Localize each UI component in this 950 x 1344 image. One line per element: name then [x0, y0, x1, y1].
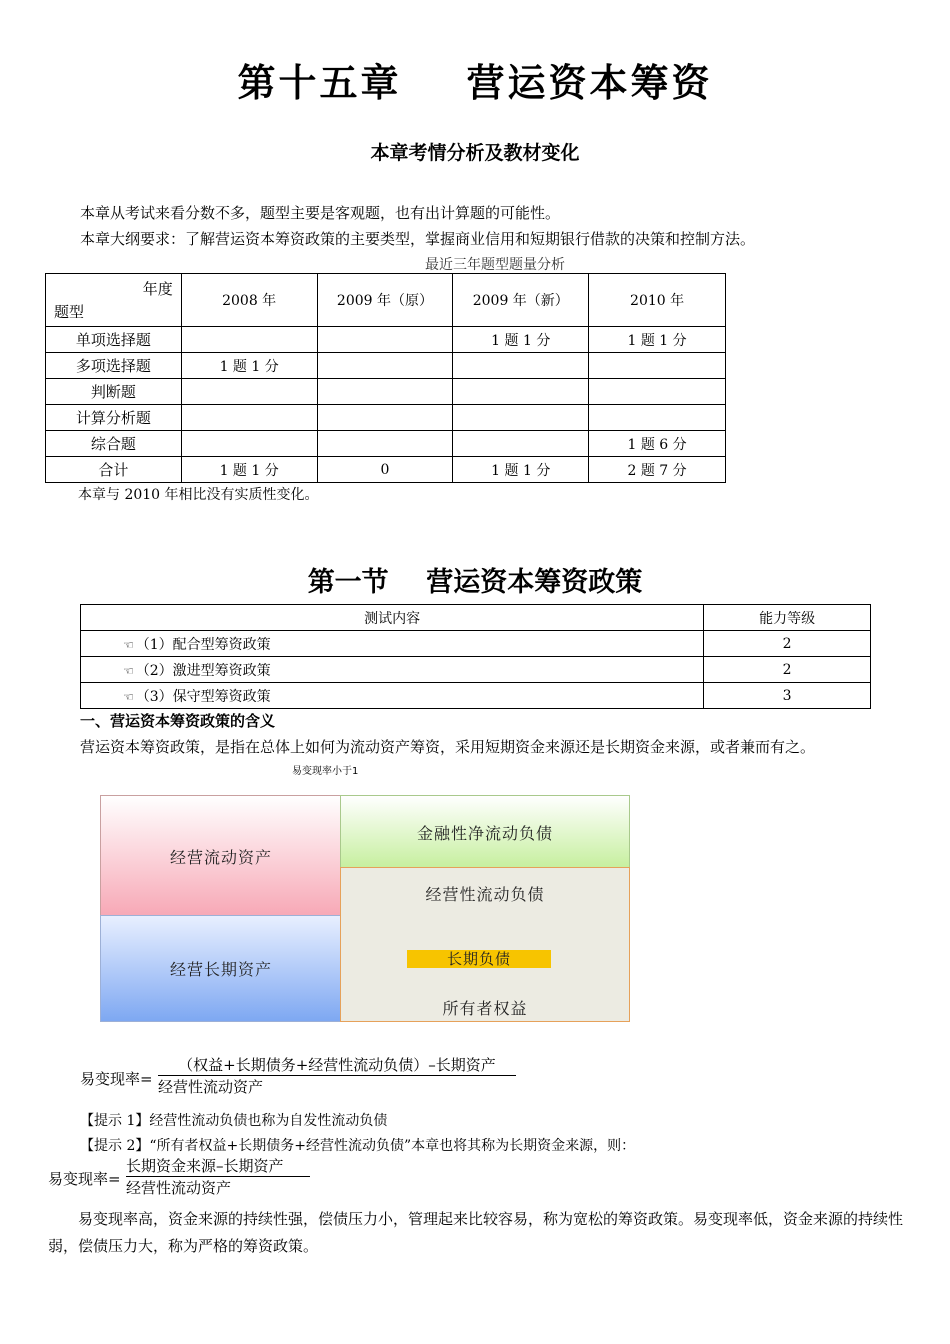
row-label: 综合题 [46, 431, 182, 457]
pointing-hand-icon: ☜ [123, 637, 134, 652]
header-test-content: 测试内容 [81, 605, 704, 631]
conclusion-paragraph: 易变现率高，资金来源的持续性强，偿债压力小，管理起来比较容易，称为宽松的筹资政策。易变现率低，资金来源的持续性弱，偿债压力大，称为严格的筹资政策。 [48, 1210, 904, 1255]
table-cell [181, 327, 317, 353]
ability-level: 2 [704, 657, 871, 683]
formula-1-lhs: 易变现率= [80, 1070, 153, 1088]
financial-net-current-liabilities-box: 金融性净流动负债 [340, 795, 630, 869]
table-row [81, 657, 871, 683]
question-type-table [45, 273, 726, 483]
definition-paragraph: 营运资本筹资政策，是指在总体上如何为流动资产筹资，采用短期资金来源还是长期资金来源，或者兼而有之。 [80, 738, 816, 756]
table-cell [589, 405, 726, 431]
table-cell: 0 [317, 457, 453, 483]
table-cell: 1 题 1 分 [453, 327, 589, 353]
formula-2-numerator: 长期资金来源–长期资产 [126, 1157, 284, 1175]
table-cell [453, 353, 589, 379]
pointing-hand-icon: ☜ [123, 689, 134, 704]
chapter-title: 第十五章 营运资本筹资 [237, 61, 713, 105]
table-cell [589, 379, 726, 405]
table-cell [181, 405, 317, 431]
year-header: 2009 年（新） [453, 274, 589, 327]
table-cell [453, 379, 589, 405]
table-row [46, 327, 726, 353]
table-cell: 1 题 1 分 [589, 327, 726, 353]
table-cell [453, 405, 589, 431]
table-header-row [81, 605, 871, 631]
table-cell: 2 题 7 分 [589, 457, 726, 483]
test-item [81, 631, 704, 657]
tip-1: 【提示 1】经营性流动负债也称为自发性流动负债 [80, 1113, 388, 1129]
owners-equity-label: 所有者权益 [442, 999, 528, 1018]
operating-current-assets-box: 经营流动资产 [100, 795, 342, 917]
table-row [46, 353, 726, 379]
row-label: 单项选择题 [46, 327, 182, 353]
test-item [81, 683, 704, 709]
test-item-label: （1）配合型筹资政策 [135, 636, 271, 653]
corner-year-label: 年度 [142, 280, 173, 298]
row-label: 合计 [46, 457, 182, 483]
table-row [46, 405, 726, 431]
table-header-row [46, 274, 726, 327]
table-cell [181, 379, 317, 405]
diagram-label: 易变现率小于1 [292, 766, 359, 777]
row-label: 判断题 [46, 379, 182, 405]
table-row [46, 431, 726, 457]
year-header: 2008 年 [181, 274, 317, 327]
test-item-label: （2）激进型筹资政策 [135, 662, 271, 679]
table-row [81, 683, 871, 709]
pointing-hand-icon: ☜ [123, 663, 134, 678]
test-item-label: （3）保守型筹资政策 [135, 688, 271, 705]
table-row [46, 457, 726, 483]
table-cell [317, 379, 453, 405]
table-cell [453, 431, 589, 457]
operating-current-liabilities-label: 经营性流动负债 [425, 885, 545, 904]
table-cell: 1 题 6 分 [589, 431, 726, 457]
table-cell [317, 405, 453, 431]
year-header: 2010 年 [589, 274, 726, 327]
table-corner-cell [46, 274, 182, 327]
chapter-subtitle: 本章考情分析及教材变化 [370, 142, 580, 164]
section-title: 第一节 营运资本筹资政策 [307, 567, 643, 598]
table-cell [181, 431, 317, 457]
table-cell: 1 题 1 分 [181, 353, 317, 379]
formula-2-denominator: 经营性流动资产 [126, 1179, 232, 1197]
table-cell [317, 327, 453, 353]
table-cell [317, 353, 453, 379]
table-cell: 1 题 1 分 [181, 457, 317, 483]
ability-level: 2 [704, 631, 871, 657]
subsection-heading: 一、营运资本筹资政策的含义 [80, 712, 276, 730]
formula-1-numerator: （权益+长期债务+经营性流动负债）–长期资产 [178, 1056, 496, 1074]
operating-long-term-assets-box: 经营长期资产 [100, 915, 342, 1022]
table-cell [317, 431, 453, 457]
tip-2: 【提示 2】“所有者权益+长期债务+经营性流动负债”本章也将其称为长期资金来源，则： [80, 1138, 636, 1154]
long-term-debt-highlight: 长期负债 [407, 950, 551, 968]
intro-line-2: 本章大纲要求：了解营运资本筹资政策的主要类型，掌握商业信用和短期银行借款的决策和控制方法。 [80, 230, 756, 248]
row-label: 多项选择题 [46, 353, 182, 379]
formula-1-denominator: 经营性流动资产 [158, 1078, 264, 1096]
change-note: 本章与 2010 年相比没有实质性变化。 [78, 487, 319, 503]
long-term-funding-box [340, 867, 630, 1022]
corner-type-label: 题型 [54, 303, 85, 321]
test-content-table [80, 604, 871, 709]
table1-caption: 最近三年题型题量分析 [425, 257, 565, 273]
intro-line-1: 本章从考试来看分数不多，题型主要是客观题，也有出计算题的可能性。 [80, 204, 561, 222]
formula-2-lhs: 易变现率= [48, 1170, 121, 1188]
table-cell [589, 353, 726, 379]
table-row [46, 379, 726, 405]
year-header: 2009 年（原） [317, 274, 453, 327]
table-cell: 1 题 1 分 [453, 457, 589, 483]
ability-level: 3 [704, 683, 871, 709]
row-label: 计算分析题 [46, 405, 182, 431]
header-ability-level: 能力等级 [704, 605, 871, 631]
test-item [81, 657, 704, 683]
table-row [81, 631, 871, 657]
